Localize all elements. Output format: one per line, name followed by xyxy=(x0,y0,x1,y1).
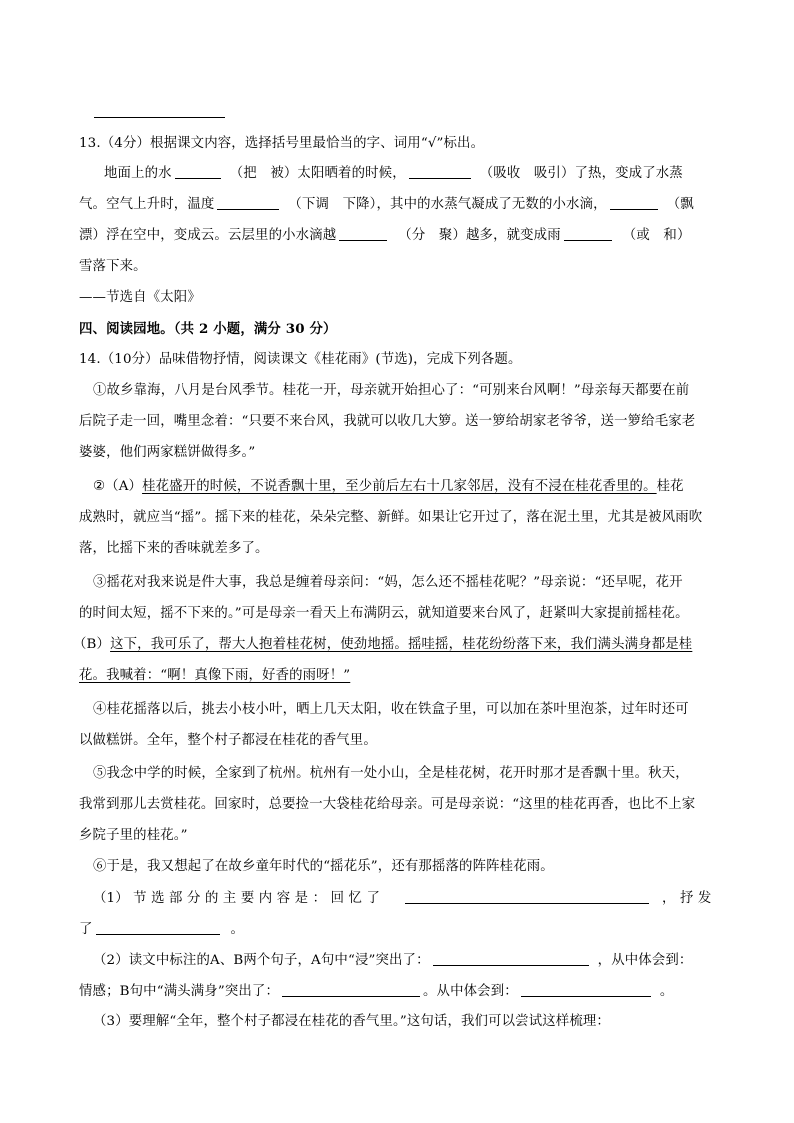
q14-text: 情感；B句中“满头满身”突出了： xyxy=(79,984,280,999)
q14-text: 。 xyxy=(659,984,674,999)
q14-text: （1） 节 选 部 分 的 主 要 内 容 是 ： 回 忆 了 xyxy=(93,891,381,906)
q13-text: 地面上的水 xyxy=(104,166,172,181)
answer-blank[interactable] xyxy=(339,227,387,241)
answer-blank-line xyxy=(94,117,225,118)
q14-p3-line-3 xyxy=(73,636,692,654)
q13-text: （或 和） xyxy=(622,228,691,243)
q14-text: （2）读文中标注的A、B两个句子，A句中“浸”突出了： xyxy=(93,953,430,968)
answer-blank[interactable] xyxy=(175,165,221,179)
q13-header: 13.（4分）根据课文内容，选择括号里最恰当的字、词用“√”标出。 xyxy=(79,136,485,151)
q14-text: 。 xyxy=(230,922,245,937)
q14-text: ，从中体会到： xyxy=(597,953,693,968)
q13-line-1 xyxy=(104,165,683,183)
q14-p3-line-4 xyxy=(79,667,350,685)
answer-blank[interactable] xyxy=(610,196,658,210)
q13-text: 气。空气上升时，温度 xyxy=(79,197,215,212)
q14-p2-line-2: 成熟时，就应当“摇”。摇下来的桂花，朵朵完整、新鲜。如果让它开过了，落在泥土里，尤其是被风雨吹 xyxy=(79,510,703,525)
q14-p5-line-2: 我常到那儿去赏桂花。回家时，总要捡一大袋桂花给母亲。可是母亲说：“这里的桂花再香，也比不上家 xyxy=(79,797,696,812)
q14-p4-line-2: 以做糕饼。全年，整个村子都浸在桂花的香气里。 xyxy=(79,733,377,748)
answer-blank[interactable] xyxy=(409,165,471,179)
q14-p4-line-1: ④桂花摇落以后，挑去小枝小叶，晒上几天太阳，收在铁盒子里，可以加在茶叶里泡茶，过年时还可 xyxy=(93,702,689,717)
q14-header: 14.（10分）品味借物抒情，阅读课文《桂花雨》(节选)，完成下列各题。 xyxy=(79,352,522,367)
q14-text: ， 抒 发 xyxy=(662,891,712,906)
q14-s1-line-2 xyxy=(79,921,244,939)
q13-line-2 xyxy=(79,196,694,214)
sentence-b-underlined: 花。我喊着：“啊！真像下雨，好香的雨呀！” xyxy=(79,668,351,683)
label-a: ②（A） xyxy=(93,479,143,494)
q14-s3: （3）要理解“全年，整个村子都浸在桂花的香气里。”这句话，我们可以尝试这样梳理： xyxy=(93,1014,610,1029)
q14-s2-line-1 xyxy=(93,952,692,970)
q13-line-3 xyxy=(79,227,690,245)
q14-text: 了 xyxy=(79,922,93,937)
q13-source: ——节选自《太阳》 xyxy=(79,290,201,305)
answer-blank[interactable] xyxy=(217,196,279,210)
q13-text: （吸收 吸引）了热，变成了水蒸 xyxy=(479,166,683,181)
sentence-b-underlined: 这下，我可乐了，帮大人抱着桂花树，使劲地摇。摇哇摇，桂花纷纷落下来，我们满头满身都是桂 xyxy=(110,637,693,652)
q13-text: （下调 下降），其中的水蒸气凝成了无数的小水滴， xyxy=(288,197,607,212)
answer-blank[interactable] xyxy=(96,921,220,935)
q14-s1-line-1 xyxy=(93,890,711,908)
q13-line-4: 雪落下来。 xyxy=(79,259,147,274)
q14-p3-line-1: ③摇花对我来说是件大事，我总是缠着母亲问：“妈，怎么还不摇桂花呢？”母亲说：“还早呢，花开 xyxy=(93,575,683,590)
answer-blank[interactable] xyxy=(521,983,651,997)
q14-p1-line-1: ①故乡靠海，八月是台风季节。桂花一开，母亲就开始担心了：“可别来台风啊！”母亲每天都要在前 xyxy=(93,383,690,398)
q14-text: 。从中体会到： xyxy=(423,984,518,999)
q13-text: （把 被）太阳晒着的时候， xyxy=(229,166,406,181)
q13-text: （飘 xyxy=(666,197,694,212)
q14-p1-line-3: 婆婆，他们两家糕饼做得多。” xyxy=(79,445,256,460)
q14-p5-line-3: 乡院子里的桂花。” xyxy=(79,828,188,843)
q14-p5-line-1: ⑤我念中学的时候，全家到了杭州。杭州有一处小山，全是桂花树，花开时那才是香飘十里。秋天， xyxy=(93,766,689,781)
q14-p2-line-3: 落，比摇下来的香味就差多了。 xyxy=(79,541,269,556)
sentence-a-underlined: 桂花盛开的时候，不说香飘十里，至少前后左右十几家邻居，没有不浸在桂花香里的。 xyxy=(142,479,657,494)
q14-s2-line-2 xyxy=(79,983,673,1001)
label-b: （B） xyxy=(73,637,111,652)
section-4-heading: 四、阅读园地。（共 2 小题，满分 30 分） xyxy=(79,321,337,337)
answer-blank[interactable] xyxy=(282,983,420,997)
answer-blank[interactable] xyxy=(405,890,649,904)
answer-blank[interactable] xyxy=(564,227,612,241)
q14-p1-line-2: 后院子走一回，嘴里念着：“只要不来台风，我就可以收几大箩。送一箩给胡家老爷爷，送一箩给毛家老 xyxy=(79,414,696,429)
q13-text: （分 聚）越多，就变成雨 xyxy=(398,228,561,243)
q14-p3-line-2: 的时间太短，摇不下来的。”可是母亲一看天上布满阴云，就知道要来台风了，赶紧叫大家提前摇桂花。 xyxy=(79,606,689,621)
q13-text: 漂）浮在空中，变成云。云层里的小水滴越 xyxy=(79,228,337,243)
q14-p2-line-1 xyxy=(93,478,684,496)
q14-text: 桂花 xyxy=(656,479,684,494)
q14-p6: ⑥于是，我又想起了在故乡童年时代的“摇花乐”，还有那摇落的阵阵桂花雨。 xyxy=(93,859,554,874)
answer-blank[interactable] xyxy=(433,952,589,966)
